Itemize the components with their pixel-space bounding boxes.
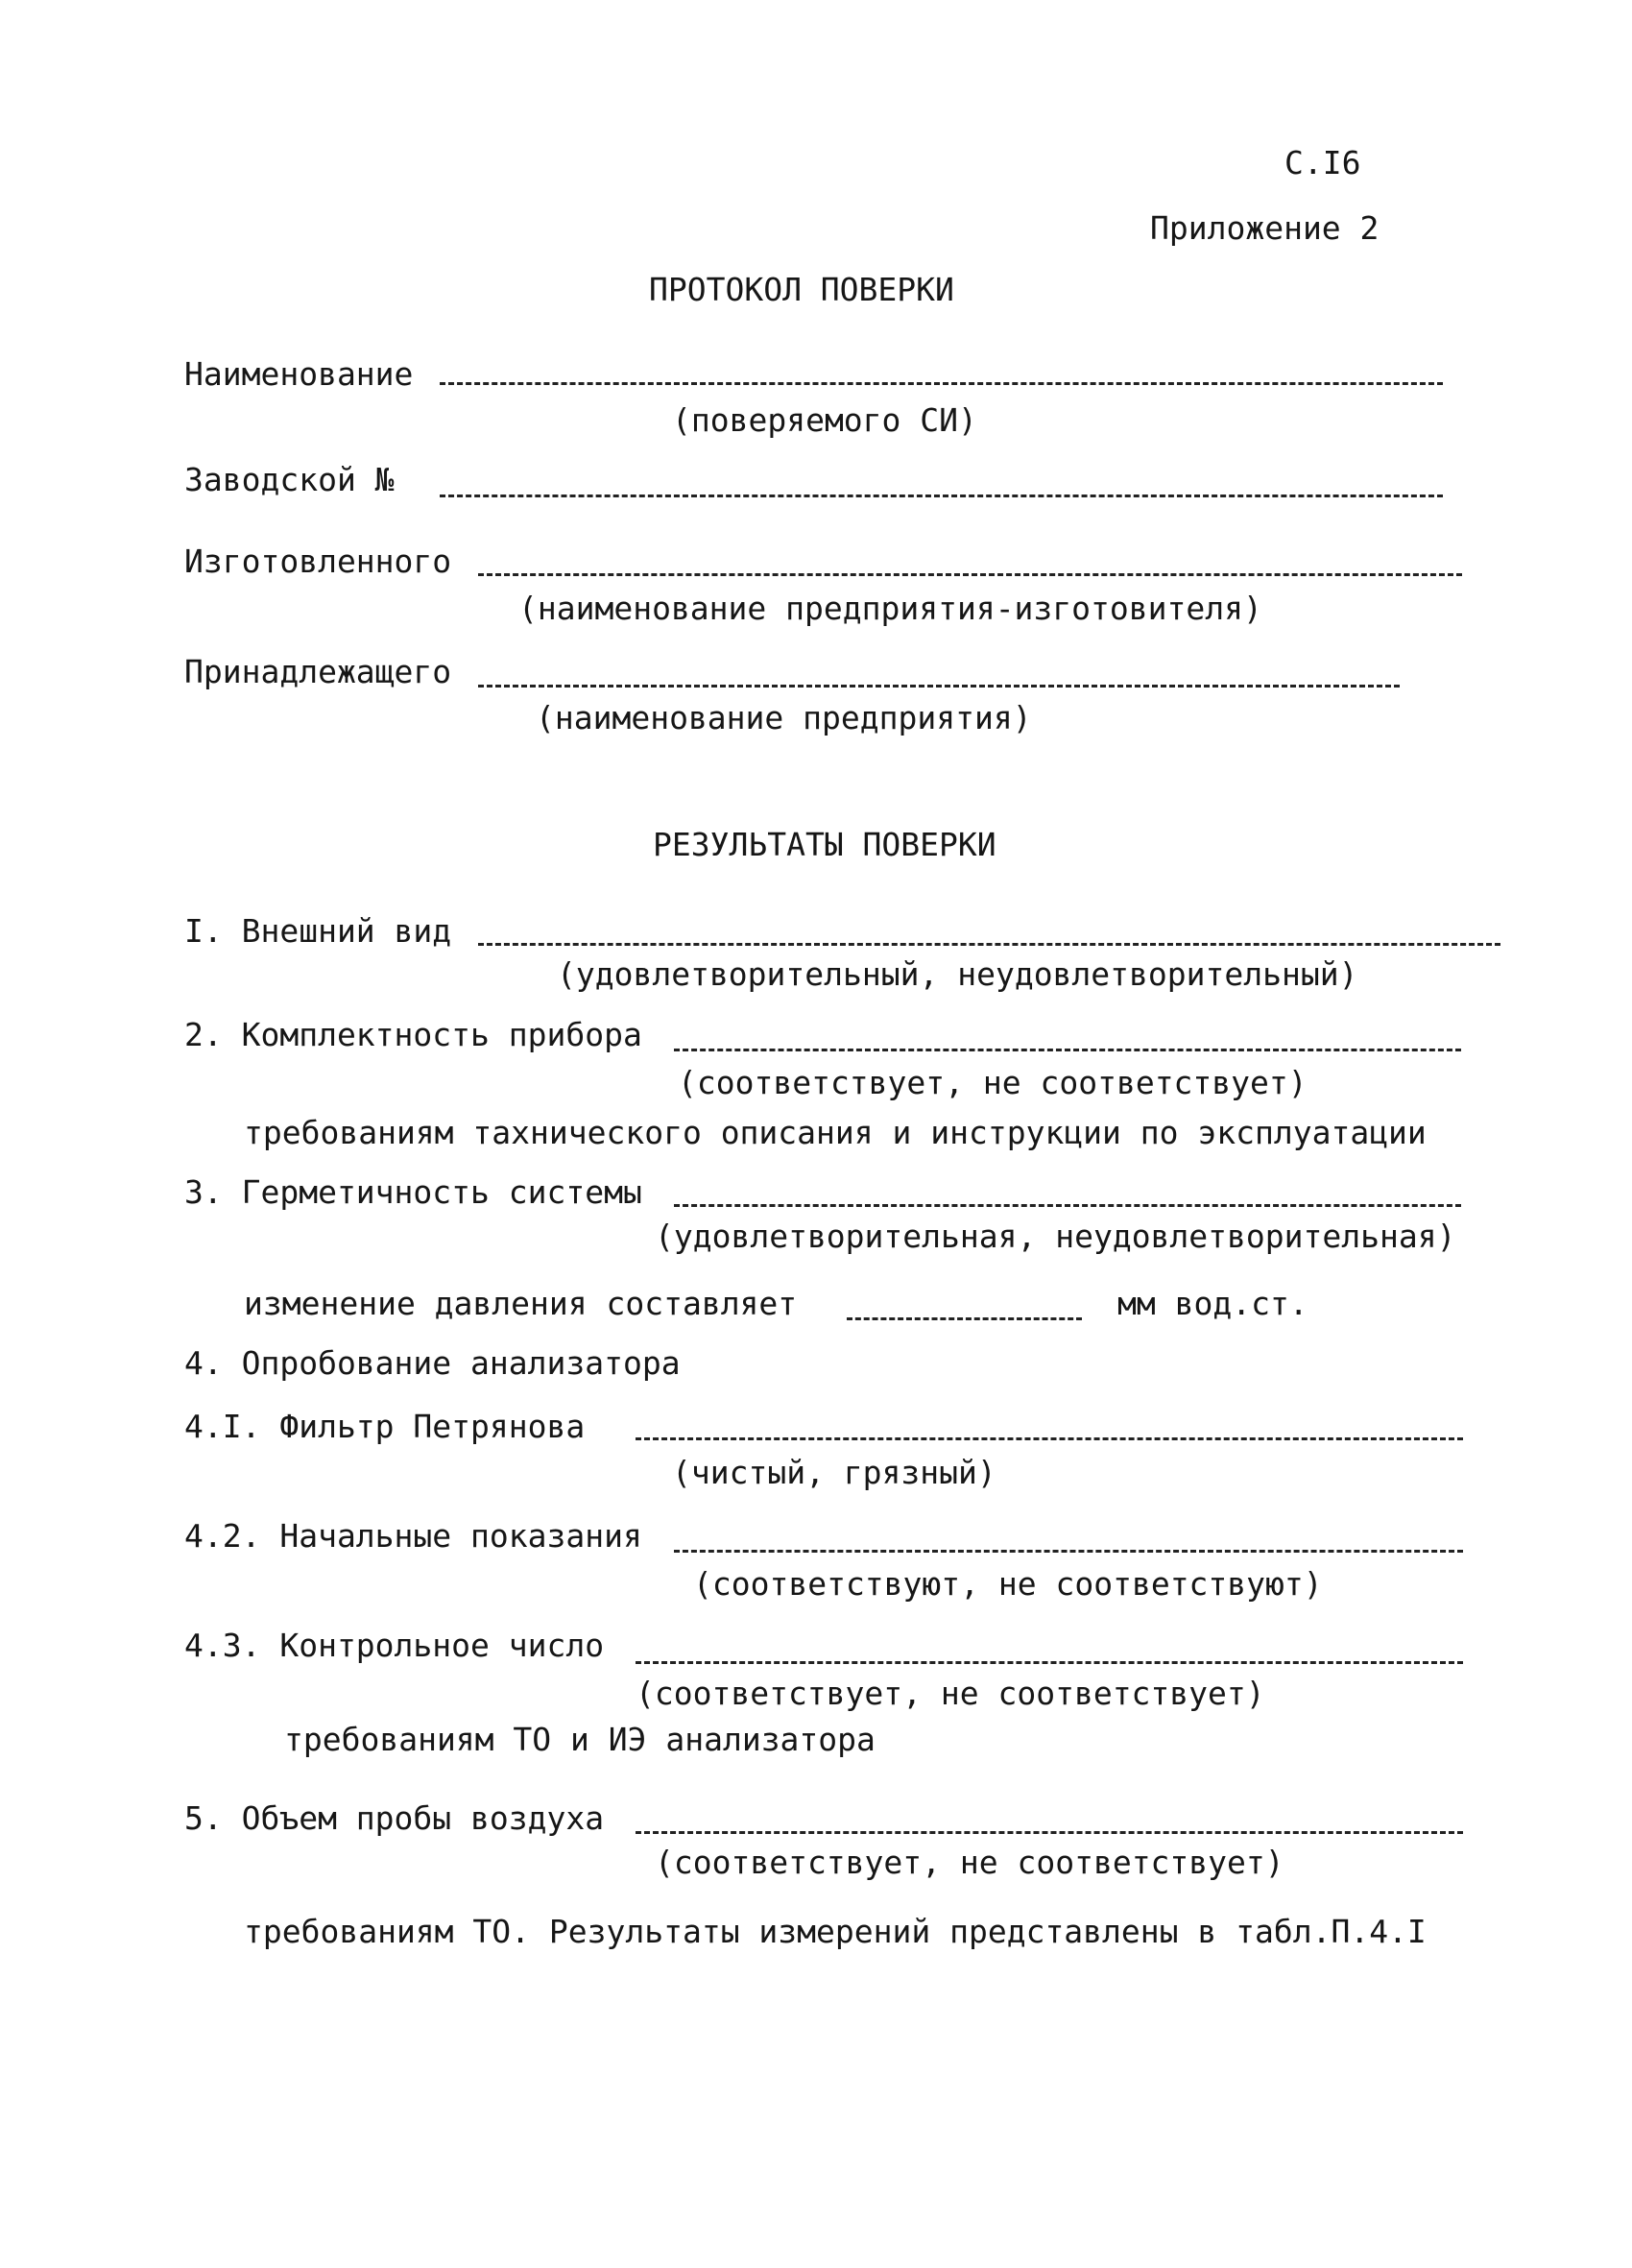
item-4-1-blank[interactable] — [636, 1437, 1463, 1440]
item-1-hint: (удовлетворительный, неудовлетворительный) — [557, 955, 1358, 993]
manufacturer-label: Изготовленного — [184, 543, 452, 580]
item-5-blank[interactable] — [636, 1831, 1463, 1834]
results-title: РЕЗУЛЬТАТЫ ПОВЕРКИ — [653, 826, 996, 863]
name-label: Наименование — [184, 355, 414, 393]
item-3-pressure-label: изменение давления составляет — [244, 1285, 798, 1322]
item-4-2-hint: (соответствуют, не соответствуют) — [693, 1565, 1323, 1603]
item-5-hint: (соответствует, не соответствует) — [655, 1844, 1284, 1881]
item-4-3-tail: требованиям ТО и ИЭ анализатора — [284, 1721, 876, 1758]
serial-label: Заводской № — [184, 461, 395, 498]
item-3-blank[interactable] — [674, 1204, 1461, 1207]
appendix-label: Приложение 2 — [1150, 209, 1380, 247]
item-3-hint: (удовлетворительная, неудовлетворительная) — [655, 1218, 1456, 1255]
page-number: С.I6 — [1284, 144, 1361, 181]
item-1-blank[interactable] — [478, 943, 1500, 946]
name-blank[interactable] — [440, 382, 1443, 385]
owner-label: Принадлежащего — [184, 653, 452, 690]
item-4-3-blank[interactable] — [636, 1661, 1463, 1664]
serial-blank[interactable] — [440, 495, 1443, 497]
item-2-hint: (соответствует, не соответствует) — [678, 1064, 1308, 1101]
owner-blank[interactable] — [478, 685, 1400, 688]
item-4-3-hint: (соответствует, не соответствует) — [636, 1675, 1265, 1712]
protocol-title: ПРОТОКОЛ ПОВЕРКИ — [649, 271, 954, 308]
item-4-1-label: 4.I. Фильтр Петрянова — [184, 1408, 586, 1445]
item-3-pressure-blank[interactable] — [847, 1317, 1082, 1320]
manufacturer-blank[interactable] — [478, 573, 1462, 576]
item-5-label: 5. Объем пробы воздуха — [184, 1799, 605, 1837]
item-4-2-blank[interactable] — [674, 1550, 1463, 1553]
item-2-blank[interactable] — [674, 1049, 1461, 1051]
item-4-label: 4. Опробование анализатора — [184, 1344, 681, 1382]
item-1-label: I. Внешний вид — [184, 912, 452, 950]
item-4-2-label: 4.2. Начальные показания — [184, 1517, 642, 1555]
item-2-tail: требованиям тахнического описания и инструкции по эксплуатации — [244, 1114, 1427, 1151]
manufacturer-hint: (наименование предприятия-изготовителя) — [518, 590, 1262, 627]
item-3-pressure-unit: мм вод.ст. — [1117, 1285, 1308, 1322]
item-4-1-hint: (чистый, грязный) — [672, 1454, 996, 1491]
name-hint: (поверяемого СИ) — [672, 401, 977, 439]
owner-hint: (наименование предприятия) — [536, 699, 1032, 736]
item-3-label: 3. Герметичность системы — [184, 1173, 642, 1211]
item-2-label: 2. Комплектность прибора — [184, 1016, 642, 1053]
item-5-tail: требованиям ТО. Результаты измерений представлены в табл.П.4.I — [244, 1913, 1427, 1950]
item-4-3-label: 4.3. Контрольное число — [184, 1627, 605, 1664]
